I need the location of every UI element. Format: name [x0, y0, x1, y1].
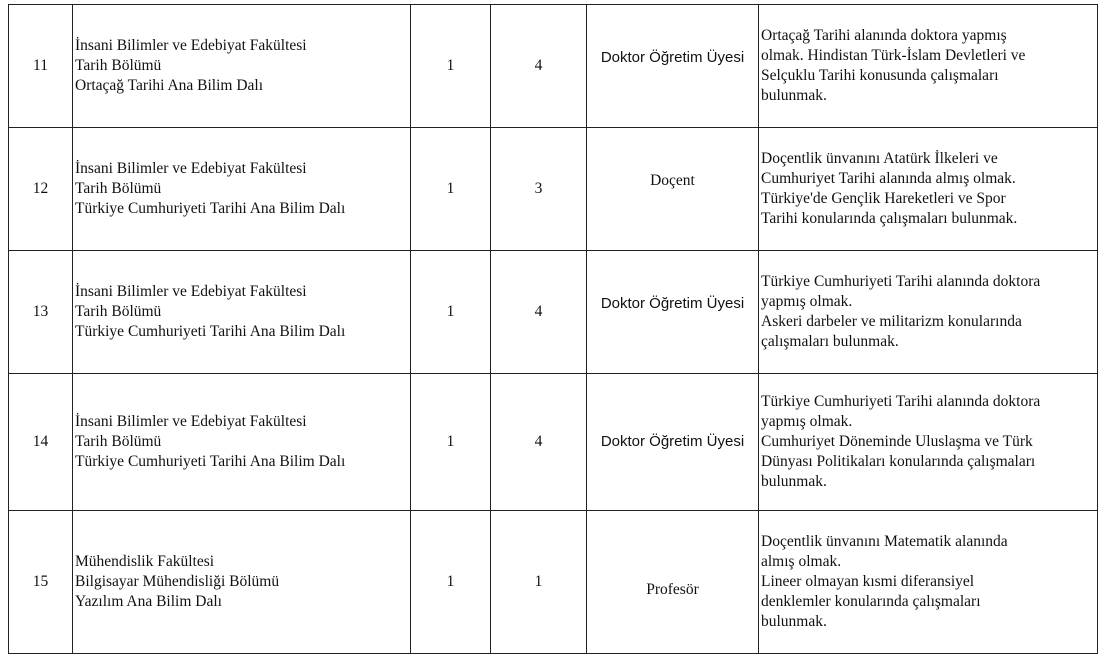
position-degree: 3 — [491, 128, 587, 251]
requirements: Türkiye Cumhuriyeti Tarihi alanında doktora yapmış olmak. Askeri darbeler ve militarizm konularında çalışmaları bulunmak. — [759, 251, 1098, 374]
division-name: Ortaçağ Tarihi Ana Bilim Dalı — [75, 77, 264, 94]
academic-title: Doktor Öğretim Üyesi — [587, 251, 759, 374]
department-name: Bilgisayar Mühendisliği Bölümü — [75, 573, 280, 590]
positions-table — [8, 4, 1098, 654]
position-count: 1 — [411, 128, 491, 251]
academic-unit — [73, 511, 411, 654]
division-name: Türkiye Cumhuriyeti Tarihi Ana Bilim Dalı — [75, 200, 346, 217]
table-row — [9, 511, 1098, 654]
department-name: Tarih Bölümü — [75, 57, 162, 74]
table-row — [9, 374, 1098, 511]
table-row — [9, 251, 1098, 374]
position-count: 1 — [411, 251, 491, 374]
faculty-name: İnsani Bilimler ve Edebiyat Fakültesi — [75, 37, 307, 54]
academic-unit — [73, 251, 411, 374]
faculty-name: İnsani Bilimler ve Edebiyat Fakültesi — [75, 283, 307, 300]
position-count: 1 — [411, 511, 491, 654]
faculty-name: Mühendislik Fakültesi — [75, 553, 215, 570]
row-number: 11 — [9, 5, 73, 128]
division-name: Yazılım Ana Bilim Dalı — [75, 593, 222, 610]
requirements: Doçentlik ünvanını Matematik alanında almış olmak. Lineer olmayan kısmi diferansiyel denklemler konularında çalışmaları bulunmak. — [759, 511, 1098, 654]
row-number: 12 — [9, 128, 73, 251]
department-name: Tarih Bölümü — [75, 433, 162, 450]
academic-title: Profesör — [587, 511, 759, 654]
division-name: Türkiye Cumhuriyeti Tarihi Ana Bilim Dalı — [75, 453, 346, 470]
faculty-name: İnsani Bilimler ve Edebiyat Fakültesi — [75, 160, 307, 177]
position-degree: 4 — [491, 251, 587, 374]
requirements: Türkiye Cumhuriyeti Tarihi alanında doktora yapmış olmak. Cumhuriyet Döneminde Uluslaşma ve Türk Dünyası Politikaları konularında çalışmaları bulunmak. — [759, 374, 1098, 511]
position-count: 1 — [411, 374, 491, 511]
academic-title: Doktor Öğretim Üyesi — [587, 5, 759, 128]
department-name: Tarih Bölümü — [75, 303, 162, 320]
position-degree: 1 — [491, 511, 587, 654]
position-count: 1 — [411, 5, 491, 128]
academic-title: Doçent — [587, 128, 759, 251]
division-name: Türkiye Cumhuriyeti Tarihi Ana Bilim Dalı — [75, 323, 346, 340]
row-number: 13 — [9, 251, 73, 374]
department-name: Tarih Bölümü — [75, 180, 162, 197]
position-degree: 4 — [491, 5, 587, 128]
table-row — [9, 5, 1098, 128]
academic-unit — [73, 5, 411, 128]
requirements: Ortaçağ Tarihi alanında doktora yapmış olmak. Hindistan Türk-İslam Devletleri ve Selçuklu Tarihi konusunda çalışmaları bulunmak. — [759, 5, 1098, 128]
academic-unit — [73, 128, 411, 251]
academic-unit — [73, 374, 411, 511]
row-number: 15 — [9, 511, 73, 654]
academic-title: Doktor Öğretim Üyesi — [587, 374, 759, 511]
faculty-name: İnsani Bilimler ve Edebiyat Fakültesi — [75, 413, 307, 430]
table-row — [9, 128, 1098, 251]
requirements: Doçentlik ünvanını Atatürk İlkeleri ve Cumhuriyet Tarihi alanında almış olmak. Türkiye'de Gençlik Hareketleri ve Spor Tarihi konularında çalışmaları bulunmak. — [759, 128, 1098, 251]
position-degree: 4 — [491, 374, 587, 511]
row-number: 14 — [9, 374, 73, 511]
